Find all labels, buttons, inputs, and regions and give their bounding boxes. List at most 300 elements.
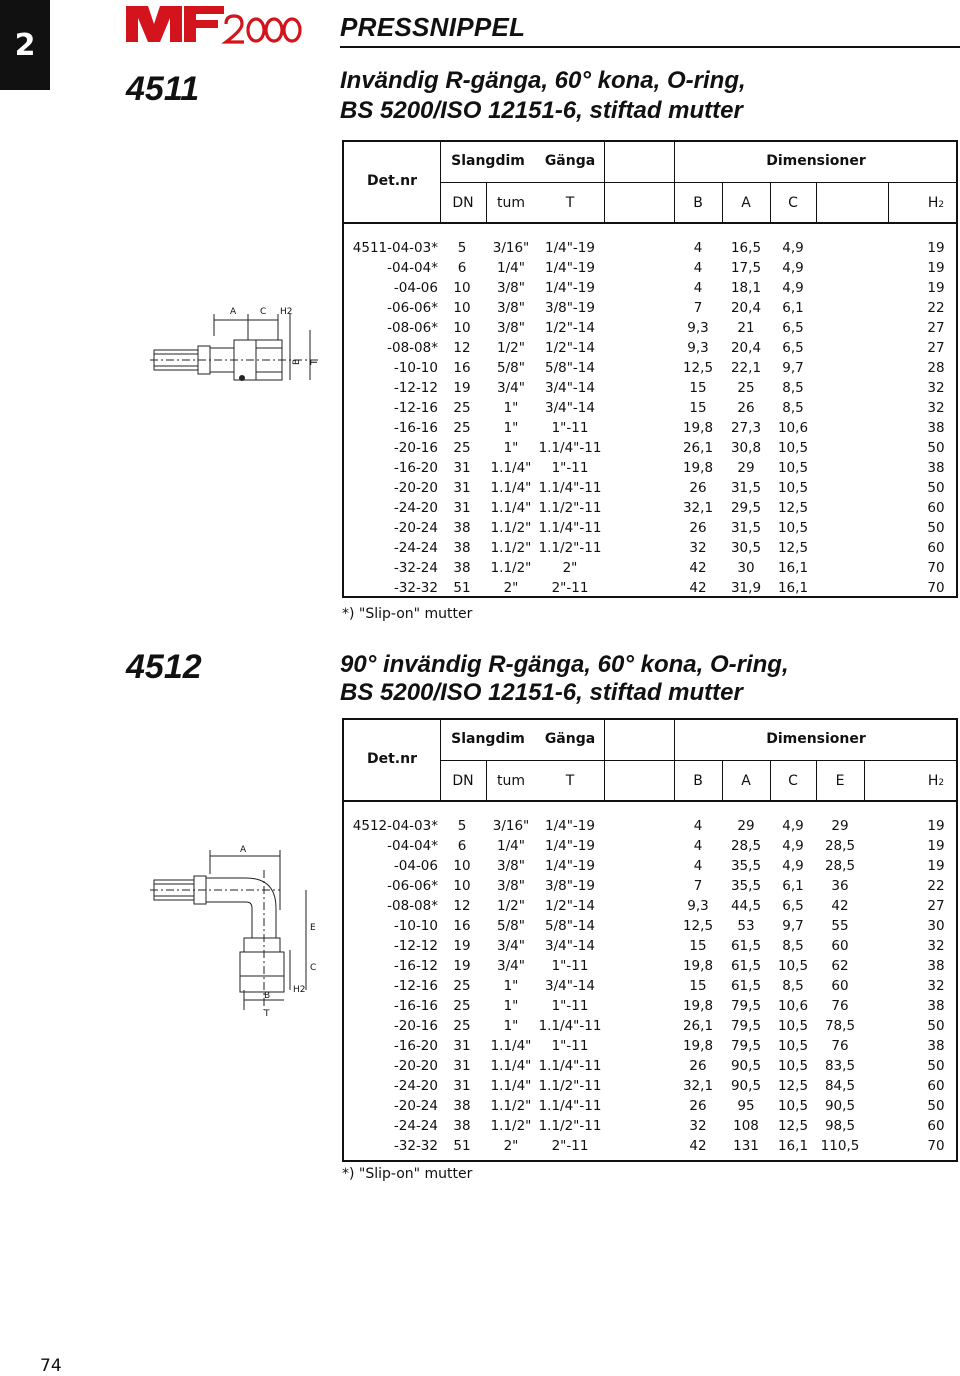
table-cell: 1.1/2"-11 xyxy=(538,540,602,556)
table-row xyxy=(344,238,956,258)
table-row xyxy=(344,996,956,1016)
table-cell: 31 xyxy=(453,480,471,496)
table-row xyxy=(344,318,956,338)
table-cell: 16,1 xyxy=(777,580,809,596)
table-cell: 10,5 xyxy=(777,1098,809,1114)
table-cell: 50 xyxy=(927,1018,945,1034)
table-cell: 1"-11 xyxy=(551,1038,589,1054)
table-cell: 1.1/4" xyxy=(490,1078,532,1094)
table-cell: -04-04* xyxy=(387,838,438,854)
table-cell: 20,4 xyxy=(730,300,762,316)
table-cell: 1.1/4" xyxy=(490,500,532,516)
table-cell: 19,8 xyxy=(682,958,714,974)
table-cell: 32 xyxy=(927,978,945,994)
table-cell: -16-16 xyxy=(393,998,438,1014)
table-row xyxy=(344,498,956,518)
table-cell: 1"-11 xyxy=(551,958,589,974)
table-cell: 32 xyxy=(689,1118,707,1134)
table-cell: 9,7 xyxy=(782,918,804,934)
table-cell: -24-24 xyxy=(393,540,438,556)
table-cell: 31 xyxy=(453,1058,471,1074)
table-row xyxy=(344,398,956,418)
table-cell: 26 xyxy=(689,1098,707,1114)
table-cell: 19,8 xyxy=(682,1038,714,1054)
table-cell: 3/16" xyxy=(492,240,530,256)
table-cell: 2" xyxy=(503,580,519,596)
col-det-nr: Det.nr xyxy=(367,751,417,767)
table-cell: 25 xyxy=(453,1018,471,1034)
mf2000-logo xyxy=(122,2,302,46)
col-dn: DN xyxy=(452,195,474,211)
table-cell: 12,5 xyxy=(777,540,809,556)
fitting-drawing-4511 xyxy=(150,300,330,410)
table-cell: -06-06* xyxy=(387,300,438,316)
table-cell: 70 xyxy=(927,580,945,596)
table-cell: 30,5 xyxy=(730,540,762,556)
table-cell: 32 xyxy=(927,380,945,396)
table-row xyxy=(344,418,956,438)
table-cell: 19 xyxy=(453,958,471,974)
table-cell: 31 xyxy=(453,460,471,476)
table-cell: -20-24 xyxy=(393,1098,438,1114)
product-title-4511-line1: Invändig R-gänga, 60° kona, O-ring, xyxy=(340,67,746,94)
table-cell: 1.1/2"-11 xyxy=(538,500,602,516)
footnote-4512: *) "Slip-on" mutter xyxy=(342,1166,473,1182)
table-cell: 1.1/4"-11 xyxy=(538,1098,602,1114)
table-cell: 35,5 xyxy=(730,858,762,874)
col-tum: tum xyxy=(497,773,525,789)
table-cell: 5/8"-14 xyxy=(545,918,595,934)
table-cell: 26 xyxy=(689,520,707,536)
col-dimensioner: Dimensioner xyxy=(766,153,866,169)
footnote-4511: *) "Slip-on" mutter xyxy=(342,606,473,622)
table-cell: 51 xyxy=(453,1138,471,1154)
table-cell: 26 xyxy=(689,1058,707,1074)
table-cell: 22,1 xyxy=(730,360,762,376)
drawing-label-t: T xyxy=(264,1009,270,1019)
table-cell: 44,5 xyxy=(730,898,762,914)
table-cell: 19 xyxy=(927,838,945,854)
table-cell: 31 xyxy=(453,1078,471,1094)
table-row xyxy=(344,438,956,458)
table-4511 xyxy=(342,140,958,598)
table-cell: 8,5 xyxy=(782,938,804,954)
table-cell: -08-08* xyxy=(387,898,438,914)
table-cell: 4,9 xyxy=(782,240,804,256)
table-cell: -08-06* xyxy=(387,320,438,336)
table-cell: 1" xyxy=(503,978,519,994)
table-cell: 9,7 xyxy=(782,360,804,376)
table-cell: 19 xyxy=(453,938,471,954)
table-cell: 4 xyxy=(693,818,703,834)
table-cell: 31 xyxy=(453,500,471,516)
table-row xyxy=(344,558,956,578)
table-cell: 1/4" xyxy=(497,838,525,854)
table-cell: 19 xyxy=(927,858,945,874)
table-cell: 60 xyxy=(927,540,945,556)
table-cell: 4511-04-03* xyxy=(352,240,438,256)
table-cell: 12 xyxy=(453,898,471,914)
table-cell: 8,5 xyxy=(782,380,804,396)
table-cell: 50 xyxy=(927,1058,945,1074)
table-cell: -20-20 xyxy=(393,1058,438,1074)
table-cell: 38 xyxy=(927,958,945,974)
col-h2: H2 xyxy=(927,773,945,789)
table-cell: 28,5 xyxy=(824,838,856,854)
col-c: C xyxy=(788,195,798,211)
table-cell: 1/2" xyxy=(497,898,525,914)
table-cell: 1" xyxy=(503,400,519,416)
table-row xyxy=(344,1076,956,1096)
table-cell: 3/8"-19 xyxy=(545,300,595,316)
table-cell: 15 xyxy=(689,400,707,416)
table-cell: 3/16" xyxy=(492,818,530,834)
table-cell: 4,9 xyxy=(782,260,804,276)
table-cell: 17,5 xyxy=(730,260,762,276)
table-cell: 1" xyxy=(503,1018,519,1034)
table-cell: 50 xyxy=(927,520,945,536)
table-cell: 12 xyxy=(453,340,471,356)
table-cell: 22 xyxy=(927,300,945,316)
table-cell: 10,5 xyxy=(777,958,809,974)
table-cell: 4,9 xyxy=(782,280,804,296)
table-cell: 15 xyxy=(689,380,707,396)
table-cell: 1.1/2" xyxy=(490,1098,532,1114)
table-row xyxy=(344,298,956,318)
table-cell: -06-06* xyxy=(387,878,438,894)
col-a: A xyxy=(741,195,751,211)
col-t: T xyxy=(565,773,575,789)
table-row xyxy=(344,936,956,956)
table-cell: -12-12 xyxy=(393,380,438,396)
table-cell: 1.1/4" xyxy=(490,480,532,496)
table-cell: 29 xyxy=(737,818,755,834)
table-cell: -04-06 xyxy=(393,280,438,296)
table-cell: 9,3 xyxy=(687,898,709,914)
table-cell: 3/4" xyxy=(497,958,525,974)
table-cell: 16,1 xyxy=(777,1138,809,1154)
table-4511-header xyxy=(344,142,956,224)
table-cell: 1/4"-19 xyxy=(545,280,595,296)
table-cell: 38 xyxy=(453,1118,471,1134)
table-cell: 10 xyxy=(453,280,471,296)
table-cell: 12,5 xyxy=(777,1118,809,1134)
col-t: T xyxy=(565,195,575,211)
col-e: E xyxy=(835,773,845,789)
table-cell: 10 xyxy=(453,300,471,316)
table-cell: 79,5 xyxy=(730,1038,762,1054)
table-cell: 4 xyxy=(693,838,703,854)
table-cell: 1" xyxy=(503,440,519,456)
table-cell: 1.1/2"-11 xyxy=(538,1078,602,1094)
table-cell: 28,5 xyxy=(730,838,762,854)
table-cell: 76 xyxy=(831,998,849,1014)
table-cell: 5/8"-14 xyxy=(545,360,595,376)
drawing-label-a: A xyxy=(240,845,247,855)
table-cell: 27 xyxy=(927,320,945,336)
col-det-nr: Det.nr xyxy=(367,173,417,189)
page-number: 74 xyxy=(40,1356,62,1376)
table-cell: 26,1 xyxy=(682,1018,714,1034)
table-cell: 62 xyxy=(831,958,849,974)
table-cell: -24-20 xyxy=(393,500,438,516)
table-cell: 2" xyxy=(562,560,578,576)
table-cell: 3/8" xyxy=(497,280,525,296)
table-cell: 12,5 xyxy=(777,500,809,516)
table-cell: -12-16 xyxy=(393,400,438,416)
table-cell: 1.1/4" xyxy=(490,1038,532,1054)
table-cell: 10,6 xyxy=(777,420,809,436)
table-cell: 90,5 xyxy=(824,1098,856,1114)
drawing-label-t: T xyxy=(310,359,320,365)
table-cell: 18,1 xyxy=(730,280,762,296)
table-cell: 1.1/2" xyxy=(490,560,532,576)
table-cell: 16,5 xyxy=(730,240,762,256)
table-cell: 8,5 xyxy=(782,978,804,994)
table-cell: 6,5 xyxy=(782,320,804,336)
table-cell: 38 xyxy=(927,1038,945,1054)
table-cell: 1.1/2" xyxy=(490,540,532,556)
table-cell: 1.1/2"-11 xyxy=(538,1118,602,1134)
table-cell: -20-16 xyxy=(393,440,438,456)
table-cell: 3/4"-14 xyxy=(545,380,595,396)
table-cell: 61,5 xyxy=(730,978,762,994)
col-a: A xyxy=(741,773,751,789)
table-cell: 29 xyxy=(831,818,849,834)
table-cell: 38 xyxy=(927,998,945,1014)
table-cell: 36 xyxy=(831,878,849,894)
table-cell: 2" xyxy=(503,1138,519,1154)
table-cell: 1/4"-19 xyxy=(545,240,595,256)
table-cell: -16-12 xyxy=(393,958,438,974)
table-cell: -32-32 xyxy=(393,1138,438,1154)
table-cell: 35,5 xyxy=(730,878,762,894)
product-title-4512-line2: BS 5200/ISO 12151-6, stiftad mutter xyxy=(340,679,743,706)
table-cell: 4 xyxy=(693,260,703,276)
table-cell: 1/4"-19 xyxy=(545,260,595,276)
table-cell: 31,5 xyxy=(730,480,762,496)
table-cell: 60 xyxy=(927,1078,945,1094)
table-cell: 61,5 xyxy=(730,958,762,974)
table-cell: 55 xyxy=(831,918,849,934)
table-cell: 1.1/2" xyxy=(490,520,532,536)
table-cell: 25 xyxy=(453,978,471,994)
table-cell: 10,5 xyxy=(777,460,809,476)
table-cell: 70 xyxy=(927,560,945,576)
table-cell: 30,8 xyxy=(730,440,762,456)
table-cell: 31,9 xyxy=(730,580,762,596)
table-cell: 4 xyxy=(693,858,703,874)
col-h2: H2 xyxy=(927,195,945,211)
table-cell: 5 xyxy=(457,818,467,834)
table-cell: 6,1 xyxy=(782,300,804,316)
col-tum: tum xyxy=(497,195,525,211)
col-dn: DN xyxy=(452,773,474,789)
table-cell: 79,5 xyxy=(730,1018,762,1034)
table-cell: 42 xyxy=(831,898,849,914)
table-cell: 83,5 xyxy=(824,1058,856,1074)
table-cell: 32,1 xyxy=(682,500,714,516)
table-cell: 15 xyxy=(689,978,707,994)
table-cell: 19,8 xyxy=(682,420,714,436)
table-cell: 4 xyxy=(693,240,703,256)
table-row xyxy=(344,378,956,398)
table-cell: 131 xyxy=(733,1138,759,1154)
drawing-label-e: E xyxy=(310,923,316,933)
table-cell: 3/8" xyxy=(497,858,525,874)
col-b: B xyxy=(693,773,703,789)
table-cell: -20-16 xyxy=(393,1018,438,1034)
table-cell: 1/4" xyxy=(497,260,525,276)
drawing-label-a: A xyxy=(230,307,237,317)
table-cell: 10,5 xyxy=(777,1058,809,1074)
drawing-label-c: C xyxy=(260,307,267,317)
table-cell: 10 xyxy=(453,320,471,336)
table-cell: 10,5 xyxy=(777,440,809,456)
table-cell: 12,5 xyxy=(682,918,714,934)
table-cell: 3/4" xyxy=(497,380,525,396)
table-cell: 10,5 xyxy=(777,1038,809,1054)
col-dimensioner: Dimensioner xyxy=(766,731,866,747)
table-cell: 3/4"-14 xyxy=(545,938,595,954)
table-row xyxy=(344,338,956,358)
table-cell: 28,5 xyxy=(824,858,856,874)
col-c: C xyxy=(788,773,798,789)
table-cell: 38 xyxy=(927,420,945,436)
table-cell: 19 xyxy=(927,818,945,834)
col-slangdim: Slangdim xyxy=(451,731,525,747)
table-row xyxy=(344,976,956,996)
table-cell: 29 xyxy=(737,460,755,476)
table-cell: 1.1/4"-11 xyxy=(538,1058,602,1074)
table-cell: -32-32 xyxy=(393,580,438,596)
table-cell: 25 xyxy=(453,998,471,1014)
table-cell: 2"-11 xyxy=(551,580,589,596)
table-cell: 10,5 xyxy=(777,1018,809,1034)
table-cell: 3/8" xyxy=(497,878,525,894)
table-cell: 7 xyxy=(693,878,703,894)
table-cell: 4,9 xyxy=(782,838,804,854)
table-cell: 27 xyxy=(927,898,945,914)
drawing-label-c: C xyxy=(310,963,317,973)
table-row xyxy=(344,1056,956,1076)
table-row xyxy=(344,816,956,836)
table-cell: 79,5 xyxy=(730,998,762,1014)
table-cell: 1" xyxy=(503,998,519,1014)
table-cell: 19 xyxy=(927,240,945,256)
table-cell: -10-10 xyxy=(393,360,438,376)
col-ganga: Gänga xyxy=(544,731,596,747)
table-cell: 7 xyxy=(693,300,703,316)
table-cell: 38 xyxy=(453,560,471,576)
table-cell: 25 xyxy=(453,400,471,416)
table-cell: 1.1/4"-11 xyxy=(538,520,602,536)
table-cell: 26,1 xyxy=(682,440,714,456)
table-cell: 1.1/4" xyxy=(490,1058,532,1074)
drawing-label-b: B xyxy=(292,358,302,365)
table-cell: 61,5 xyxy=(730,938,762,954)
table-cell: -12-12 xyxy=(393,938,438,954)
table-cell: 1" xyxy=(503,420,519,436)
table-cell: 2"-11 xyxy=(551,1138,589,1154)
table-cell: 60 xyxy=(927,1118,945,1134)
table-row xyxy=(344,856,956,876)
table-cell: 6,1 xyxy=(782,878,804,894)
table-cell: 6 xyxy=(457,838,467,854)
product-title-4512-line1: 90° invändig R-gänga, 60° kona, O-ring, xyxy=(340,651,789,678)
table-row xyxy=(344,1036,956,1056)
table-row xyxy=(344,358,956,378)
col-b: B xyxy=(693,195,703,211)
table-cell: 70 xyxy=(927,1138,945,1154)
table-cell: 6,5 xyxy=(782,340,804,356)
table-row xyxy=(344,1096,956,1116)
table-cell: 1"-11 xyxy=(551,420,589,436)
table-row xyxy=(344,1016,956,1036)
table-cell: 32 xyxy=(689,540,707,556)
table-cell: 10,5 xyxy=(777,480,809,496)
table-row xyxy=(344,538,956,558)
table-cell: 50 xyxy=(927,440,945,456)
page-title: PRESSNIPPEL xyxy=(340,12,526,42)
table-cell: 1.1/4"-11 xyxy=(538,480,602,496)
table-cell: 16 xyxy=(453,360,471,376)
table-cell: 30 xyxy=(737,560,755,576)
table-cell: -20-24 xyxy=(393,520,438,536)
table-cell: 25 xyxy=(737,380,755,396)
table-cell: -04-06 xyxy=(393,858,438,874)
table-cell: -32-24 xyxy=(393,560,438,576)
table-cell: -16-20 xyxy=(393,1038,438,1054)
drawing-label-h2: H2 xyxy=(280,307,293,317)
table-cell: 31 xyxy=(453,1038,471,1054)
table-4512 xyxy=(342,718,958,1162)
table-cell: 3/4"-14 xyxy=(545,400,595,416)
drawing-label-h2: H2 xyxy=(293,985,306,995)
table-cell: 32 xyxy=(927,400,945,416)
table-cell: 3/8" xyxy=(497,320,525,336)
table-cell: 28 xyxy=(927,360,945,376)
table-cell: 38 xyxy=(453,1098,471,1114)
table-cell: 32,1 xyxy=(682,1078,714,1094)
table-row xyxy=(344,836,956,856)
table-cell: 98,5 xyxy=(824,1118,856,1134)
table-cell: 38 xyxy=(453,540,471,556)
table-cell: 110,5 xyxy=(820,1138,860,1154)
table-cell: 29,5 xyxy=(730,500,762,516)
table-row xyxy=(344,956,956,976)
table-cell: 4,9 xyxy=(782,858,804,874)
table-row xyxy=(344,876,956,896)
table-cell: 15 xyxy=(689,938,707,954)
table-cell: -08-08* xyxy=(387,340,438,356)
table-row xyxy=(344,916,956,936)
table-cell: -16-16 xyxy=(393,420,438,436)
table-cell: 27,3 xyxy=(730,420,762,436)
product-title-4511-line2: BS 5200/ISO 12151-6, stiftad mutter xyxy=(340,97,743,124)
table-cell: 26 xyxy=(689,480,707,496)
table-cell: 26 xyxy=(737,400,755,416)
table-row xyxy=(344,278,956,298)
table-cell: -04-04* xyxy=(387,260,438,276)
table-cell: 38 xyxy=(927,460,945,476)
table-cell: 21 xyxy=(737,320,755,336)
table-cell: 1/2"-14 xyxy=(545,320,595,336)
table-cell: 9,3 xyxy=(687,340,709,356)
table-cell: 78,5 xyxy=(824,1018,856,1034)
table-cell: 4512-04-03* xyxy=(352,818,438,834)
table-cell: 6,5 xyxy=(782,898,804,914)
